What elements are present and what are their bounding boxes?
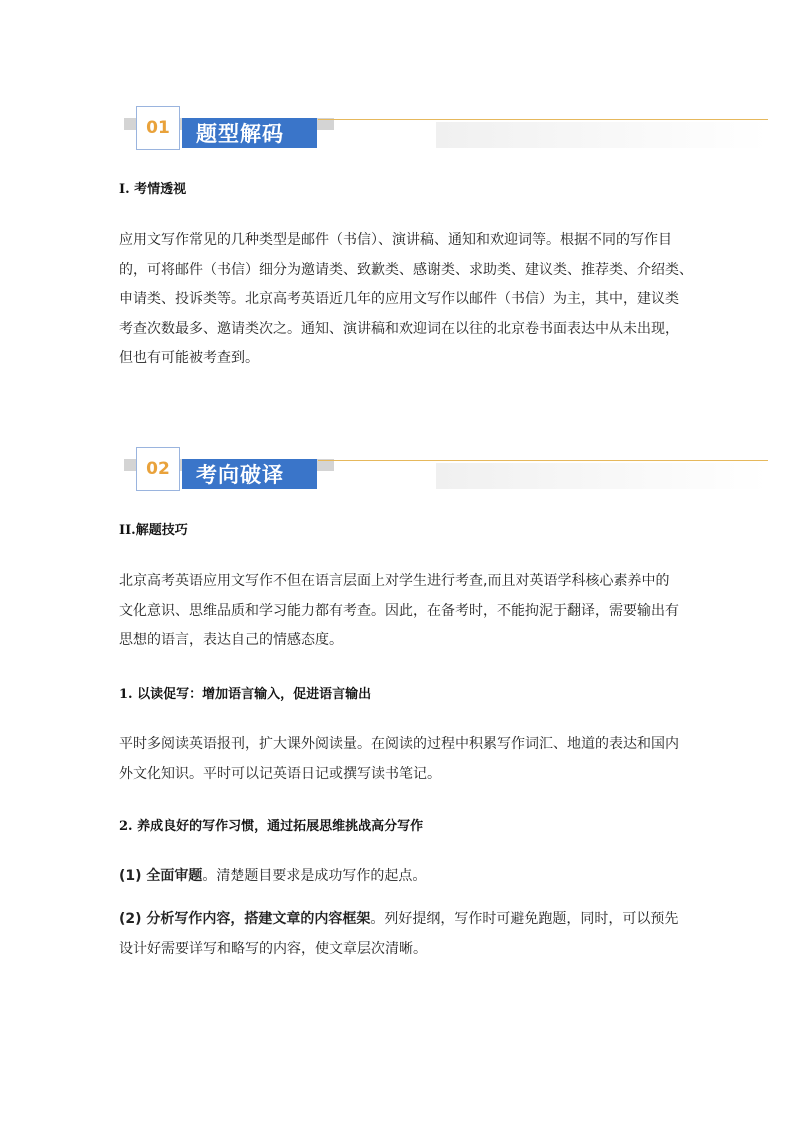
subheading-jieti: II.解题技巧 [119,523,188,538]
text-line: 北京高考英语应用文写作不但在语言层面上对学生进行考查,而且对英语学科核心素养中的 [119,573,670,589]
text-line: 平时多阅读英语报刊，扩大课外阅读量。在阅读的过程中积累写作词汇、地道的表达和国内 [119,736,679,752]
header-fade-bar [436,463,768,489]
text-line: 思想的语言，表达自己的情感态度。 [119,632,343,648]
paragraph-reading [119,730,694,789]
section-title: 题型解码 [182,118,317,148]
text-line: 申请类、投诉类等。北京高考英语近几年的应用文写作以邮件（书信）为主，其中，建议类 [119,291,679,307]
point-heading-1: 1. 以读促写：增加语言输入，促进语言输出 [119,687,372,702]
header-gold-line [318,460,768,461]
text-line: 的，可将邮件（书信）细分为邀请类、致歉类、感谢类、求助类、建议类、推荐类、介绍类、 [119,261,693,278]
header-fade-bar [436,122,768,148]
section-header-02 [118,447,768,495]
section-number: 01 [136,106,180,150]
text-line: 考查次数最多、邀请类次之。通知、演讲稿和欢迎词在以往的北京卷书面表达中从未出现， [119,320,679,337]
point-heading-2: 2. 养成良好的写作习惯，通过拓展思维挑战高分写作 [119,819,424,834]
section-header-01 [118,106,768,154]
text-line: 设计好需要详写和略写的内容，使文章层次清晰。 [119,940,427,957]
item-text: 。列好提纲，写作时可避免跑题，同时，可以预先 [370,911,679,927]
paragraph-kaoqing [119,226,694,374]
subheading-kaoqing: I. 考情透视 [119,182,187,197]
list-item-2 [119,905,694,964]
header-gold-line [318,119,768,120]
text-line: 但也有可能被考查到。 [119,350,259,366]
text-line [119,905,694,935]
item-text: 。清楚题目要求是成功写作的起点。 [202,868,427,884]
item-label: (2) 分析写作内容，搭建文章的内容框架 [119,911,371,927]
section-title: 考向破译 [182,459,317,489]
text-line: 文化意识、思维品质和学习能力都有考查。因此，在备考时，不能拘泥于翻译，需要输出有 [119,602,679,619]
item-label: (1) 全面审题 [119,868,203,884]
text-line: 应用文写作常见的几种类型是邮件（书信）、演讲稿、通知和欢迎词等。根据不同的写作目 [119,232,672,248]
paragraph-jieti [119,567,694,656]
text-line: 外文化知识。平时可以记英语日记或撰写读书笔记。 [119,765,441,782]
section-number: 02 [136,447,180,491]
list-item-1 [119,862,694,892]
